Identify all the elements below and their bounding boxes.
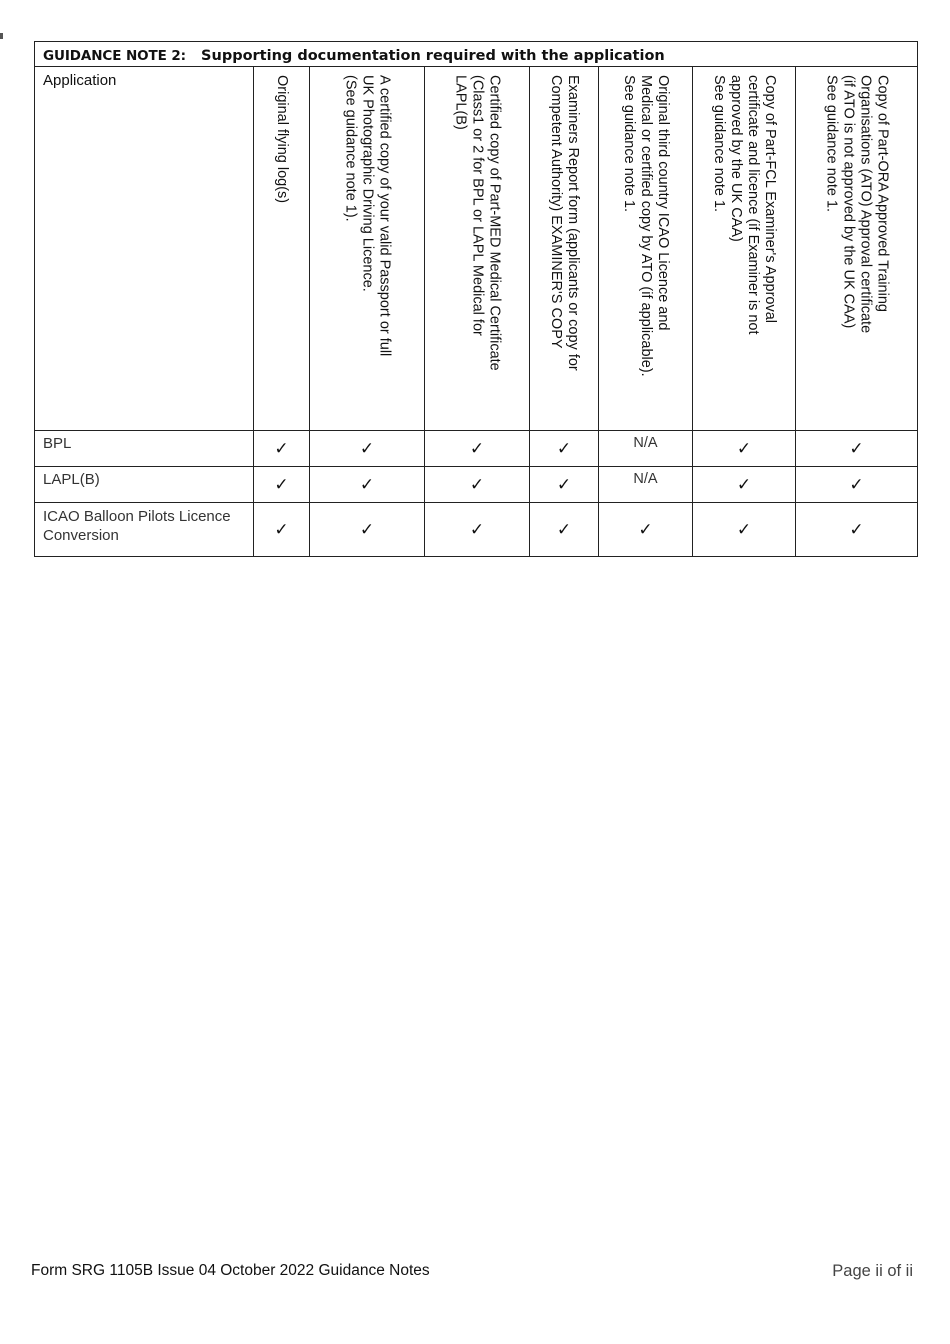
column-header [796,67,918,431]
check-cell: ✓ [599,503,693,557]
column-header-text: Copy of Part-FCL Examiner's Approval certificate and licence (if Examiner is not approved by the UK CAA) See guidance note 1. [711,75,778,335]
row-label: ICAO Balloon Pilots Licence Conversion [35,503,254,557]
column-header-text: A certified copy of your valid Passport or full UK Photographic Driving Licence. (See guidance note 1). [342,75,393,357]
guidance-title: Supporting documentation required with the application [201,47,665,64]
check-cell: ✓ [310,431,425,467]
guidance-label: GUIDANCE NOTE 2: [43,47,186,64]
column-header-text: Original third country ICAO Licence and Medical or certified copy by ATO (if applicable). See guidance note 1. [621,75,671,377]
check-cell: ✓ [796,467,918,503]
table-row [35,467,918,503]
check-cell: ✓ [530,467,599,503]
na-cell: N/A [599,467,693,503]
footer-form-reference: Form SRG 1105B Issue 04 October 2022 Guidance Notes [31,1262,430,1279]
check-cell: ✓ [693,431,796,467]
column-header-text: Certified copy of Part-MED Medical Certificate (Class1 or 2 for BPL or LAPL Medical for LAPL(B) [452,75,503,371]
check-cell: ✓ [310,503,425,557]
table-row [35,431,918,467]
check-cell: ✓ [310,467,425,503]
column-header-text: Examiners Report form (applicants or copy for Competent Authority) EXAMINER'S COPY [548,75,581,371]
check-cell: ✓ [693,467,796,503]
column-header [254,67,310,431]
column-header [693,67,796,431]
table-row [35,503,918,557]
guidance-title-cell [35,42,918,67]
column-header [310,67,425,431]
column-header [425,67,530,431]
check-cell: ✓ [425,467,530,503]
guidance-table [34,41,918,557]
check-cell: ✓ [530,503,599,557]
application-header: Application [35,67,254,431]
check-cell: ✓ [425,431,530,467]
check-cell: ✓ [254,467,310,503]
column-header-text: Copy of Part-ORA Approved Training Organisations (ATO) Approval certificate (if ATO is not approved by the UK CAA) See guidance note 1. [823,75,891,334]
row-label: LAPL(B) [35,467,254,503]
column-header [599,67,693,431]
check-cell: ✓ [796,503,918,557]
column-header-text: Original flying log(s) [274,75,290,204]
footer-page-number: Page ii of ii [832,1262,913,1280]
column-header [530,67,599,431]
check-cell: ✓ [530,431,599,467]
check-cell: ✓ [425,503,530,557]
check-cell: ✓ [254,431,310,467]
check-cell: ✓ [693,503,796,557]
na-cell: N/A [599,431,693,467]
row-label: BPL [35,431,254,467]
check-cell: ✓ [254,503,310,557]
check-cell: ✓ [796,431,918,467]
margin-mark [0,33,3,39]
